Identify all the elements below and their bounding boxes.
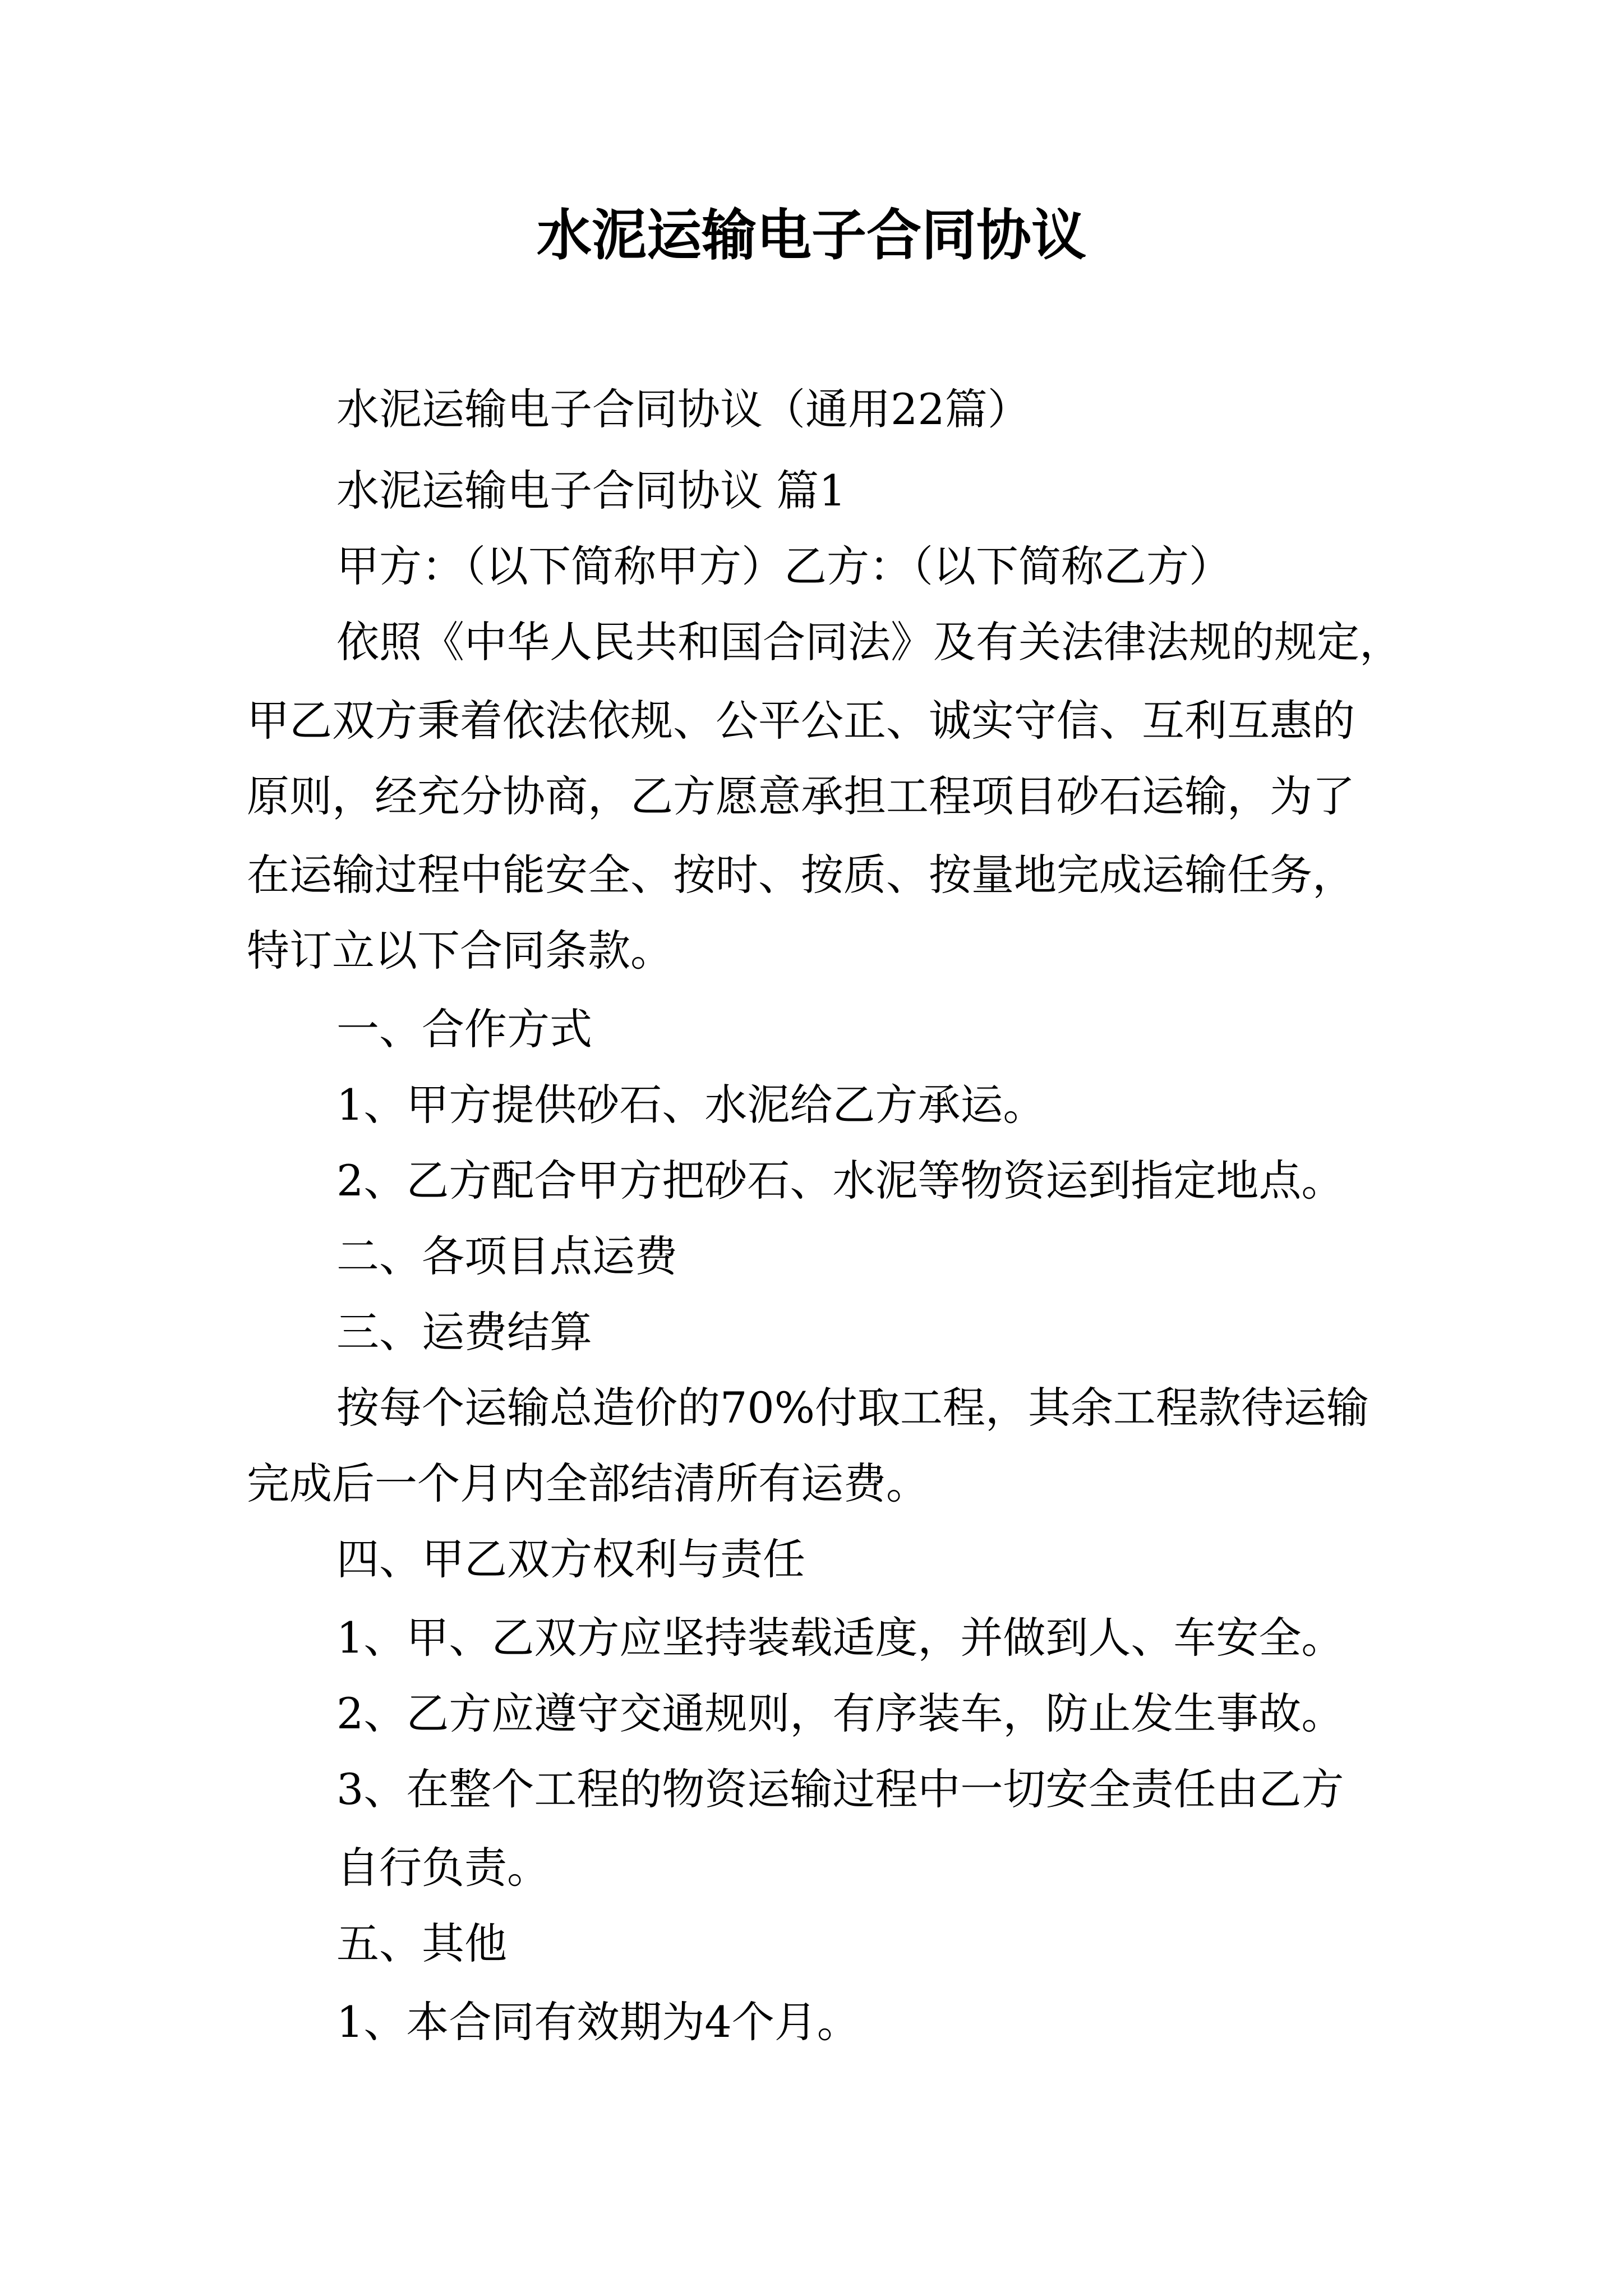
section-heading: 水泥运输电子合同协议 篇1 (336, 466, 846, 516)
clause-item: 1、甲、乙双方应坚持装载适度，并做到人、车安全。 (336, 1613, 1344, 1663)
clause-item: 2、乙方应遵守交通规则，有序装车，防止发生事故。 (336, 1688, 1344, 1738)
clause-heading: 五、其他 (336, 1918, 507, 1968)
subtitle-line: 水泥运输电子合同协议（通用22篇） (336, 384, 1030, 434)
clause-heading: 二、各项目点运费 (336, 1231, 677, 1281)
document-title: 水泥运输电子合同协议 (536, 203, 1086, 268)
clause-heading: 一、合作方式 (336, 1004, 592, 1054)
paragraph-line: 按每个运输总造价的70%付取工程，其余工程款待运输 (336, 1383, 1369, 1433)
paragraph-line: 特订立以下合同条款。 (247, 926, 673, 976)
clause-item: 3、在整个工程的物资运输过程中一切安全责任由乙方 (336, 1764, 1344, 1814)
paragraph-line: 原则，经充分协商，乙方愿意承担工程项目砂石运输，为了 (247, 771, 1355, 821)
clause-heading: 四、甲乙双方权利与责任 (336, 1534, 805, 1584)
clause-heading: 三、运费结算 (336, 1307, 592, 1357)
parties-line: 甲方：（以下简称甲方）乙方：（以下简称乙方） (336, 541, 1232, 591)
clause-item: 2、乙方配合甲方把砂石、水泥等物资运到指定地点。 (336, 1156, 1344, 1205)
paragraph-line: 甲乙双方秉着依法依规、公平公正、诚实守信、互利互惠的 (247, 696, 1355, 746)
clause-item-continuation: 自行负责。 (336, 1843, 550, 1893)
paragraph-line: 在运输过程中能安全、按时、按质、按量地完成运输任务， (247, 850, 1355, 900)
paragraph-line: 完成后一个月内全部结清所有运费。 (247, 1458, 929, 1508)
clause-item: 1、本合同有效期为4个月。 (336, 1997, 860, 2047)
paragraph-line: 依照《中华人民共和国合同法》及有关法律法规的规定， (336, 617, 1402, 667)
clause-item: 1、甲方提供砂石、水泥给乙方承运。 (336, 1080, 1046, 1130)
